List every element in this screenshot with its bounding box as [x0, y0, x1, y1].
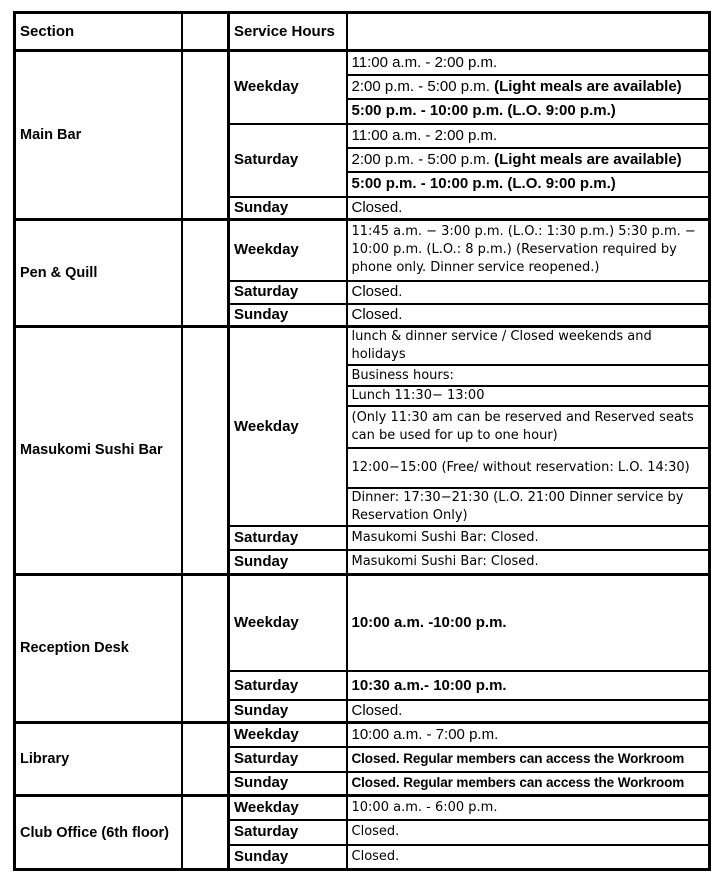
section-name-cell: Masukomi Sushi Bar	[15, 327, 182, 575]
day-cell: Weekday	[229, 574, 347, 671]
hours-cell: 11:00 a.m. - 2:00 p.m.	[347, 51, 710, 75]
hours-cell: lunch & dinner service / Closed weekends and holidays	[347, 327, 710, 366]
section-masukomi-sushi-bar	[15, 327, 710, 575]
page	[13, 11, 711, 871]
hours-cell: Closed. Regular members can access the Workroom	[347, 772, 710, 796]
day-cell: Weekday	[229, 327, 347, 527]
day-cell: Weekday	[229, 220, 347, 281]
section-club-office	[15, 796, 710, 870]
spacer-cell	[182, 51, 229, 220]
section-name-cell: Club Office (6th floor)	[15, 796, 182, 870]
spacer-cell	[182, 796, 229, 870]
header-section-cell: Section	[15, 13, 182, 51]
hours-cell: 11:45 a.m. − 3:00 p.m. (L.O.: 1:30 p.m.) 5:30 p.m. − 10:00 p.m. (L.O.: 8 p.m.) (Reservation required by phone only. Dinner service reopened.)	[347, 220, 710, 281]
day-cell: Saturday	[229, 820, 347, 845]
hours-cell: 10:00 a.m. -10:00 p.m.	[347, 574, 710, 671]
day-cell: Sunday	[229, 700, 347, 723]
section-name-cell: Library	[15, 723, 182, 796]
hours-cell: Business hours:	[347, 365, 710, 386]
hours-cell: Closed.	[347, 845, 710, 870]
section-name-cell: Pen & Quill	[15, 220, 182, 327]
hours-cell: Closed.	[347, 197, 710, 220]
hours-cell: Masukomi Sushi Bar: Closed.	[347, 550, 710, 574]
table-header	[15, 13, 710, 51]
hours-cell: 10:30 a.m.- 10:00 p.m.	[347, 671, 710, 700]
service-hours-table	[13, 11, 711, 871]
day-cell: Weekday	[229, 723, 347, 747]
section-main-bar	[15, 51, 710, 220]
spacer-cell	[182, 220, 229, 327]
hours-cell: Closed.	[347, 304, 710, 327]
section-pen-and-quill	[15, 220, 710, 327]
hours-cell: Closed.	[347, 820, 710, 845]
section-reception-desk	[15, 574, 710, 723]
hours-cell: Closed. Regular members can access the Workroom	[347, 747, 710, 772]
spacer-cell	[182, 723, 229, 796]
section-library	[15, 723, 710, 796]
hours-cell: Lunch 11:30− 13:00	[347, 386, 710, 406]
section-name-cell: Reception Desk	[15, 574, 182, 723]
hours-cell: 5:00 p.m. - 10:00 p.m. (L.O. 9:00 p.m.)	[347, 99, 710, 124]
header-service-hours-cell: Service Hours	[229, 13, 347, 51]
spacer-cell	[182, 574, 229, 723]
section-name-cell: Main Bar	[15, 51, 182, 220]
hours-cell: Closed.	[347, 281, 710, 304]
hours-cell: 11:00 a.m. - 2:00 p.m.	[347, 124, 710, 148]
day-cell: Sunday	[229, 550, 347, 574]
day-cell: Saturday	[229, 671, 347, 700]
hours-cell: Masukomi Sushi Bar: Closed.	[347, 526, 710, 550]
hours-text: 2:00 p.m. - 5:00 p.m.	[351, 150, 495, 168]
hours-cell: 12:00−15:00 (Free/ without reservation: L.O. 14:30)	[347, 448, 710, 488]
hours-cell: Closed.	[347, 700, 710, 723]
day-cell: Saturday	[229, 124, 347, 197]
hours-cell	[347, 75, 710, 99]
hours-text: 2:00 p.m. - 5:00 p.m.	[351, 77, 495, 95]
hours-cell: 10:00 a.m. - 6:00 p.m.	[347, 796, 710, 820]
day-cell: Weekday	[229, 51, 347, 124]
day-cell: Saturday	[229, 281, 347, 304]
day-cell: Sunday	[229, 304, 347, 327]
day-cell: Sunday	[229, 772, 347, 796]
day-cell: Sunday	[229, 845, 347, 870]
hours-cell: 10:00 a.m. - 7:00 p.m.	[347, 723, 710, 747]
day-cell: Weekday	[229, 796, 347, 820]
day-cell: Saturday	[229, 747, 347, 772]
day-cell: Saturday	[229, 526, 347, 550]
hours-bold-text: (Light meals are available)	[494, 77, 682, 95]
header-hours-cell	[347, 13, 710, 51]
hours-cell: Dinner: 17:30−21:30 (L.O. 21:00 Dinner service by Reservation Only)	[347, 488, 710, 526]
hours-cell: (Only 11:30 am can be reserved and Reserved seats can be used for up to one hour)	[347, 406, 710, 448]
hours-cell: 5:00 p.m. - 10:00 p.m. (L.O. 9:00 p.m.)	[347, 172, 710, 197]
spacer-cell	[182, 327, 229, 575]
header-spacer-cell	[182, 13, 229, 51]
hours-cell	[347, 148, 710, 172]
hours-bold-text: (Light meals are available)	[494, 150, 682, 168]
day-cell: Sunday	[229, 197, 347, 220]
